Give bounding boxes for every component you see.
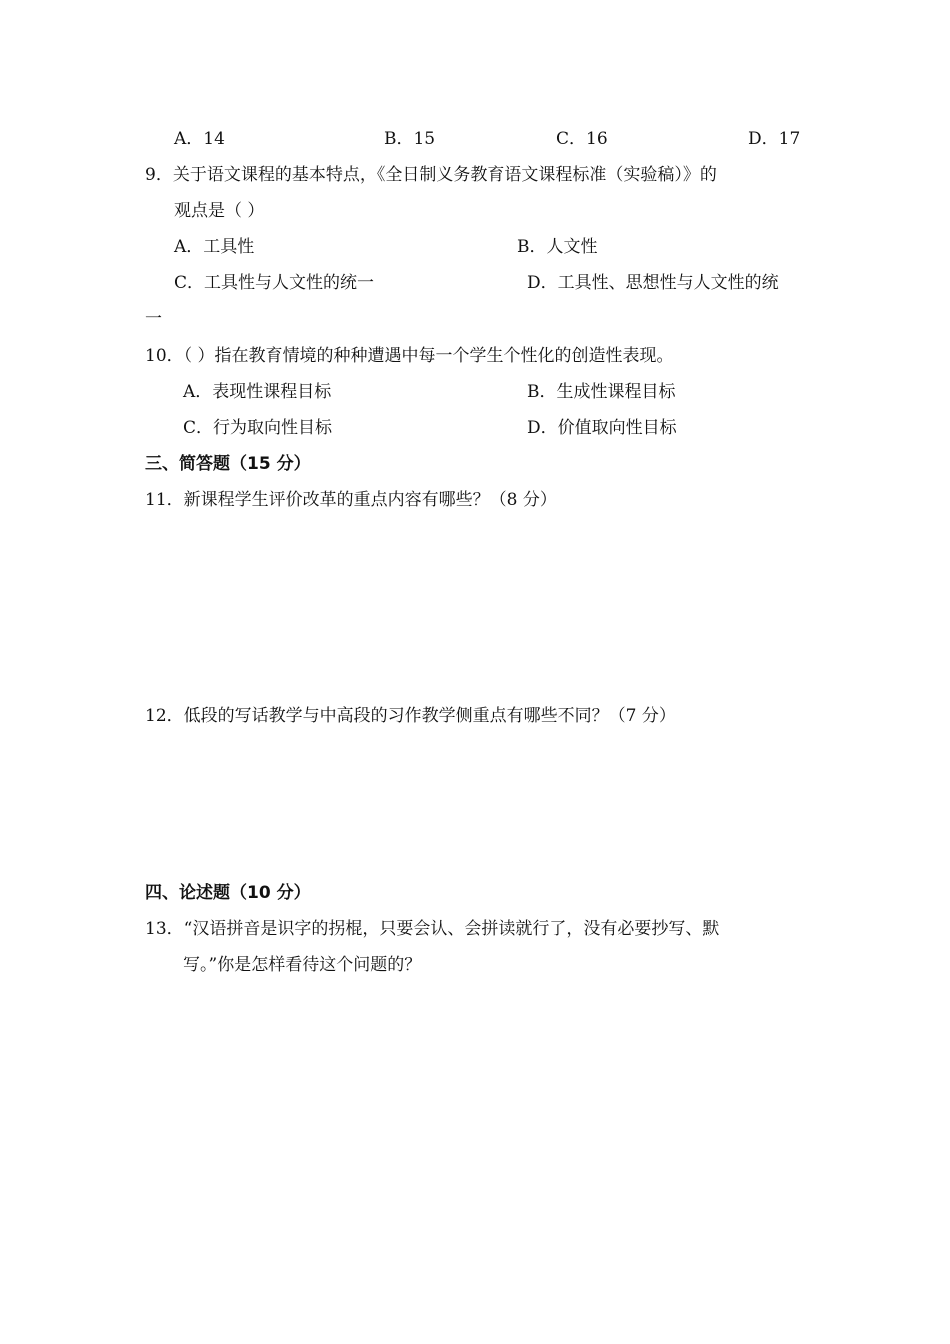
q8-option-d: D．17 <box>748 129 801 149</box>
q8-option-c: C．16 <box>556 129 608 149</box>
q12-stem: 12．低段的写话教学与中高段的习作教学侧重点有哪些不同？（7 分） <box>145 706 676 726</box>
q8-option-b: B．15 <box>384 129 436 149</box>
q10-option-b: B．生成性课程目标 <box>527 382 676 402</box>
q10-option-c: C．行为取向性目标 <box>183 418 333 438</box>
q11-stem: 11．新课程学生评价改革的重点内容有哪些？（8 分） <box>145 490 557 510</box>
q9-stem-line2: 观点是（ ） <box>174 201 265 221</box>
q13-stem-line1: 13．“汉语拼音是识字的拐棍，只要会认、会拼读就行了，没有必要抄写、默 <box>145 919 720 939</box>
q13-stem-line2: 写。”你是怎样看待这个问题的？ <box>183 955 422 975</box>
q10-option-d: D．价值取向性目标 <box>527 418 677 438</box>
section-3-title: 三、简答题（15 分） <box>145 454 311 474</box>
q9-option-d: D．工具性、思想性与人文性的统 <box>527 273 779 293</box>
q10-option-a: A．表现性课程目标 <box>183 382 332 402</box>
q10-stem: 10．（ ）指在教育情境的种种遭遇中每一个学生个性化的创造性表现。 <box>145 346 674 366</box>
q8-option-a: A．14 <box>174 129 225 149</box>
section-4-title: 四、论述题（10 分） <box>145 883 311 903</box>
q9-stem-line1: 9．关于语文课程的基本特点，《全日制义务教育语文课程标准（实验稿）》的 <box>145 165 717 185</box>
q9-option-a: A．工具性 <box>174 237 255 257</box>
q9-option-b: B．人文性 <box>517 237 598 257</box>
q9-option-d-wrap: 一 <box>145 309 162 329</box>
q9-option-c: C．工具性与人文性的统一 <box>174 273 375 293</box>
